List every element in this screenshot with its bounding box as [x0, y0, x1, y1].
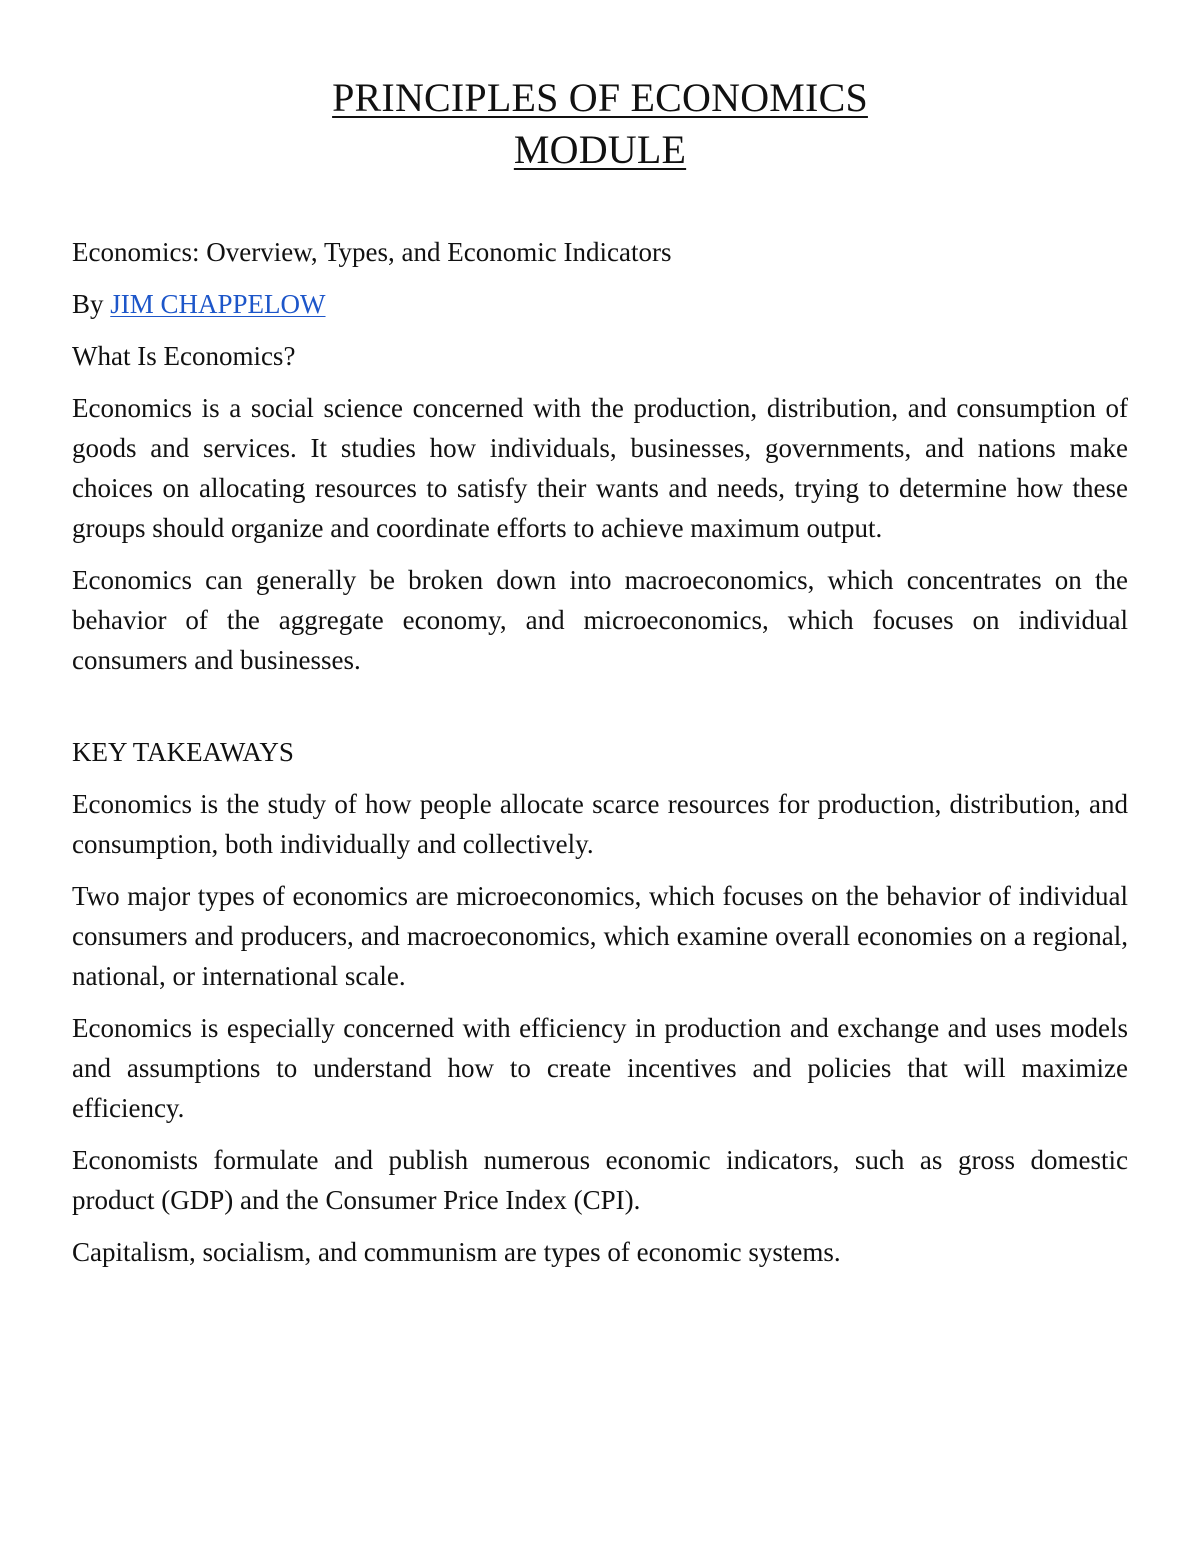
title-line-2: MODULE [513, 127, 687, 172]
title-line-1: PRINCIPLES OF ECONOMICS [332, 75, 868, 120]
takeaway-paragraph: Two major types of economics are microeconomics, which focuses on the behavior of individual consumers and producers, and macroeconomics, which examine overall economies on a regional, national, or international scale. [72, 881, 1128, 991]
document-title [0, 72, 1200, 176]
section-heading-what-is-economics: What Is Economics? [72, 341, 296, 371]
section-spacer [72, 692, 1128, 732]
takeaway-paragraph: Economics is the study of how people allocate scarce resources for production, distribution, and consumption, both individually and collectively. [72, 789, 1128, 859]
author-link[interactable]: JIM CHAPPELOW [110, 289, 326, 319]
takeaway-paragraph: Capitalism, socialism, and communism are types of economic systems. [72, 1237, 841, 1267]
article-subtitle: Economics: Overview, Types, and Economic Indicators [72, 237, 672, 267]
takeaway-paragraph: Economics is especially concerned with efficiency in production and exchange and uses models and assumptions to understand how to create incentives and policies that will maximize efficiency. [72, 1013, 1128, 1123]
byline [72, 284, 1128, 324]
paragraph: Economics is a social science concerned with the production, distribution, and consumption of goods and services. It studies how individuals, businesses, governments, and nations make choices on allocating resources to satisfy their wants and needs, trying to determine how these groups should organize and coordinate efforts to achieve maximum output. [72, 393, 1128, 543]
document-body [72, 232, 1128, 1284]
byline-prefix: By [72, 289, 111, 319]
section-heading-key-takeaways: KEY TAKEAWAYS [72, 737, 294, 767]
paragraph: Economics can generally be broken down into macroeconomics, which concentrates on the behavior of the aggregate economy, and microeconomics, which focuses on individual consumers and businesses. [72, 565, 1128, 675]
takeaway-paragraph: Economists formulate and publish numerous economic indicators, such as gross domestic product (GDP) and the Consumer Price Index (CPI). [72, 1145, 1128, 1215]
